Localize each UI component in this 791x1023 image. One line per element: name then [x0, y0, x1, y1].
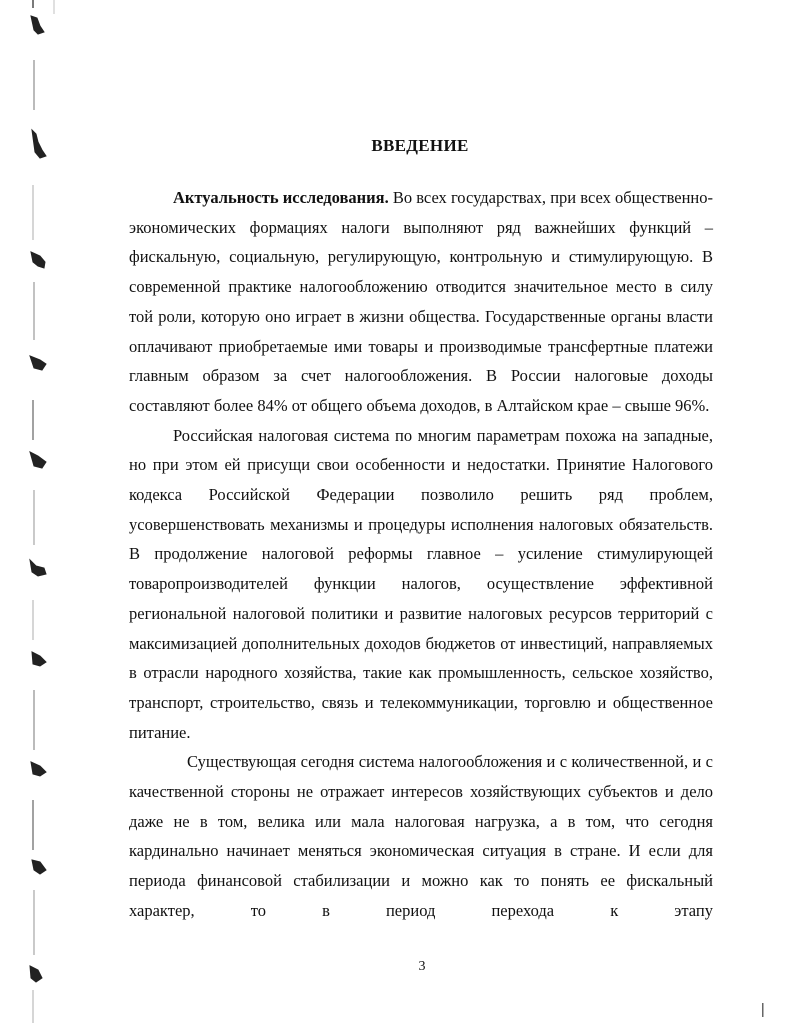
paragraph-text: Во всех государствах, при всех общественно-экономических формациях налоги выполняют ряд важнейших функций – фискальную, социальную, регулирующую, контрольную и стимулирующую. В современной практике налогообложению отводится значительное место в силу той роли, которую оно играет в жизни общества. Государственные органы власти оплачивают приобретаемые ими товары и производимые трансфертные платежи главным образом за счет налогообложения. В России налоговые доходы составляют более 84% от общего объема доходов, в Алтайском крае – свыше 96%.: [129, 188, 713, 415]
page-number: 3: [418, 959, 426, 974]
paragraph-current-system: [129, 747, 713, 925]
document-body: [129, 183, 713, 926]
paragraph-text: Существующая сегодня система налогообложения и с количественной, и с качественной стороны не отражает интересов хозяйствующих субъектов и дело даже не в том, велика или мала налоговая нагрузка, а в том, что сегодня кардинально начинает меняться экономическая ситуация в стране. И если для периода финансовой стабилизации и можно как то понять ее фискальный характер, то в период перехода к этапу: [129, 752, 713, 920]
paragraph-lead: Актуальность исследования.: [173, 188, 389, 207]
paragraph-relevance: [129, 183, 713, 421]
scan-corner-mark: [761, 1003, 765, 1017]
paragraph-text: Российская налоговая система по многим параметрам похожа на западные, но при этом ей присущи свои особенности и недостатки. Принятие Налогового кодекса Российской Федерации позволило решить ряд проблем, усовершенствовать механизмы и процедуры исполнения налоговых обязательств. В продолжение налоговой реформы главное – усиление стимулирующей товаропроизводителей функции налогов, осуществление эффективной региональной налоговой политики и развитие налоговых ресурсов территорий с максимизацией дополнительных доходов бюджетов от инвестиций, направляемых в отрасли народного хозяйства, такие как промышленность, сельское хозяйство, транспорт, строительство, связь и телекоммуникации, торговлю и общественное питание.: [129, 425, 713, 742]
page-title: ВВЕДЕНИЕ: [371, 136, 469, 155]
paragraph-tax-system: [129, 421, 713, 748]
